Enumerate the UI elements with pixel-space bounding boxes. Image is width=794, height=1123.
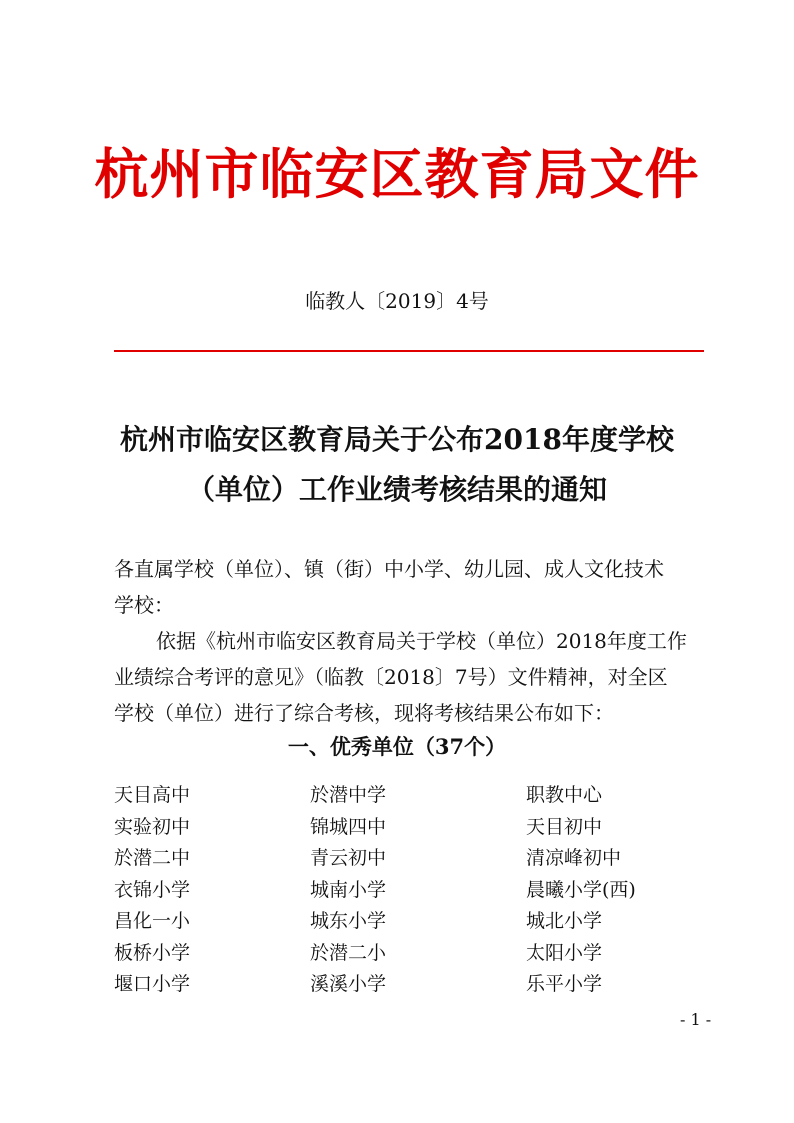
unit-name: 天目初中: [526, 815, 603, 838]
list-row: [114, 969, 704, 1001]
unit-name: 天目高中: [114, 784, 191, 806]
unit-name: 溪溪小学: [310, 973, 387, 995]
body-paragraph-line-2: 业绩综合考评的意见》（临教〔2018〕7号）文件精神，对全区: [114, 665, 668, 689]
body-paragraph-line-1: 依据《杭州市临安区教育局关于学校（单位）2018年度工作: [156, 629, 687, 653]
excellent-units-list: [114, 780, 704, 1001]
list-row: [114, 906, 704, 938]
unit-name: 乐平小学: [526, 973, 603, 995]
list-row: [114, 875, 704, 907]
list-row: [114, 938, 704, 970]
body-paragraph-line-3: 学校（单位）进行了综合考核，现将考核结果公布如下：: [114, 701, 614, 725]
unit-name: 青云初中: [310, 847, 387, 869]
unit-name: 於潜二小: [310, 941, 387, 964]
unit-name: 城北小学: [526, 910, 603, 932]
document-number: 临教人〔2019〕4号: [305, 289, 489, 313]
unit-name: 清凉峰初中: [526, 847, 622, 869]
unit-name: 板桥小学: [114, 941, 191, 964]
unit-name: 於潜中学: [310, 784, 387, 806]
unit-name: 城东小学: [310, 910, 387, 932]
unit-name: 堰口小学: [114, 973, 191, 995]
notice-title-line-1: 杭州市临安区教育局关于公布2018年度学校: [120, 423, 674, 456]
unit-name: 晨曦小学(西): [526, 878, 636, 901]
unit-name: 衣锦小学: [114, 878, 191, 901]
list-row: [114, 843, 704, 875]
notice-title-line-2: （单位）工作业绩考核结果的通知: [186, 473, 607, 506]
list-row: [114, 812, 704, 844]
issuing-authority-title: 杭州市临安区教育局文件: [94, 143, 700, 206]
list-row: [114, 780, 704, 812]
unit-name: 职教中心: [526, 784, 603, 806]
unit-name: 城南小学: [310, 878, 387, 901]
salutation-line-2: 学校：: [114, 593, 174, 617]
unit-name: 於潜二中: [114, 847, 191, 869]
section-heading: 一、优秀单位（37个）: [287, 734, 507, 759]
unit-name: 太阳小学: [526, 941, 603, 964]
red-divider-line: [114, 350, 704, 352]
unit-name: 实验初中: [114, 815, 191, 838]
unit-name: 昌化一小: [114, 910, 191, 932]
salutation-line-1: 各直属学校（单位）、镇（街）中小学、幼儿园、成人文化技术: [114, 557, 664, 581]
unit-name: 锦城四中: [310, 815, 387, 838]
page-number: - 1 -: [680, 1010, 712, 1029]
